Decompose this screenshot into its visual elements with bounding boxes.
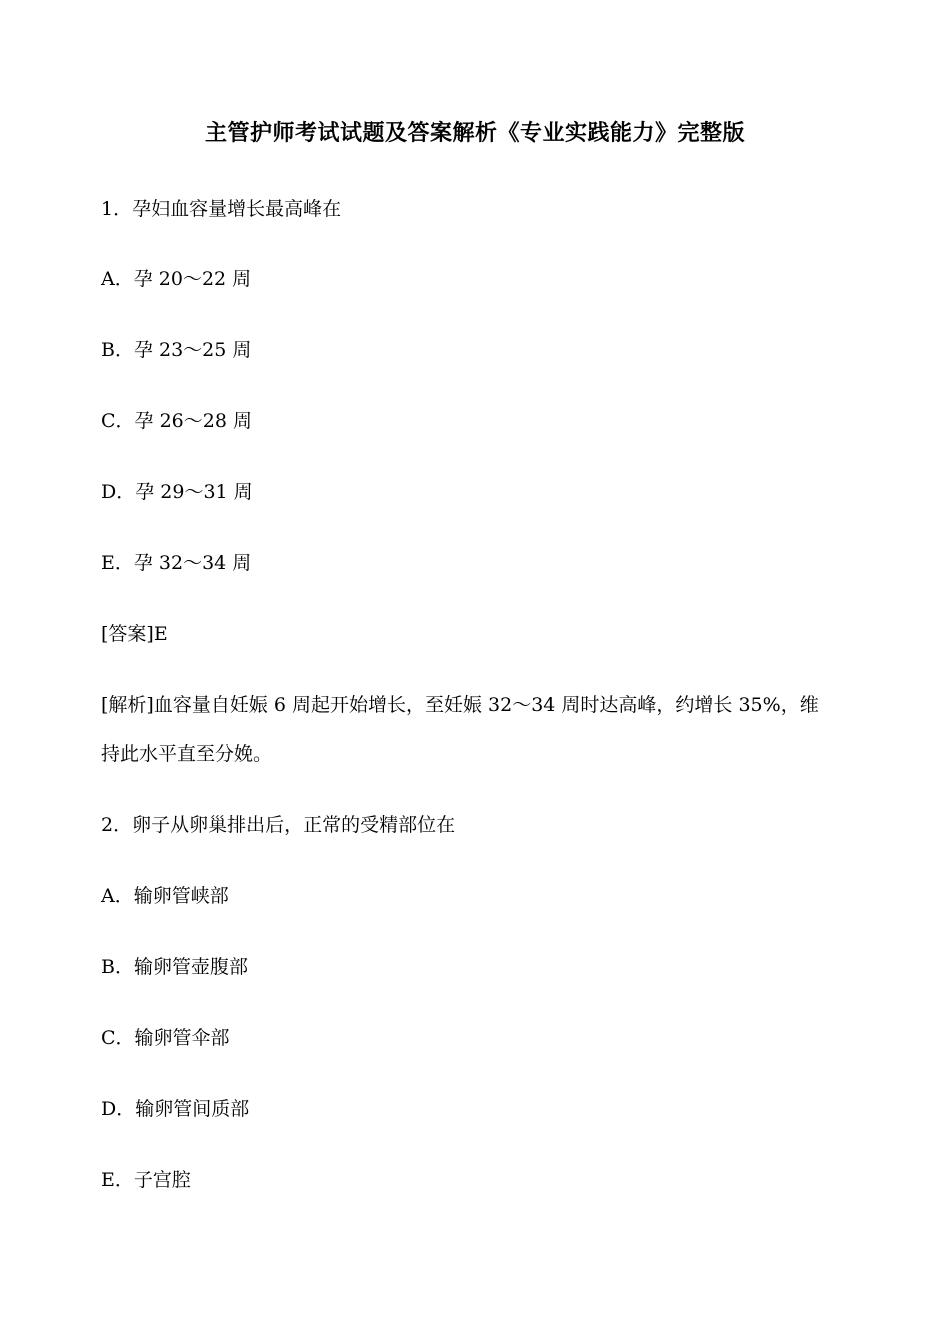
question-1-answer: [答案]E: [101, 623, 168, 645]
question-1-option-c: C．孕 26～28 周: [101, 410, 252, 432]
question-2-stem: 2．卵子从卵巢排出后，正常的受精部位在: [101, 814, 456, 836]
question-1-option-d: D．孕 29～31 周: [101, 481, 253, 503]
question-2-option-e: E．子宫腔: [101, 1169, 191, 1191]
question-1-stem: 1．孕妇血容量增长最高峰在: [101, 198, 342, 220]
question-1-explanation-line-2: 持此水平直至分娩。: [101, 743, 273, 765]
question-1-explanation-line-1: [解析]血容量自妊娠 6 周起开始增长，至妊娠 32～34 周时达高峰，约增长 35%，维: [101, 694, 819, 716]
question-2-option-d: D．输卵管间质部: [101, 1098, 250, 1120]
question-1-option-b: B．孕 23～25 周: [101, 339, 252, 361]
question-2-option-c: C．输卵管伞部: [101, 1027, 230, 1049]
question-2-option-b: B．输卵管壶腹部: [101, 956, 248, 978]
document-title: 主管护师考试试题及答案解析《专业实践能力》完整版: [204, 120, 745, 146]
question-1-option-a: A．孕 20～22 周: [101, 268, 252, 290]
question-2-option-a: A．输卵管峡部: [101, 885, 229, 907]
question-1-option-e: E．孕 32～34 周: [101, 552, 252, 574]
